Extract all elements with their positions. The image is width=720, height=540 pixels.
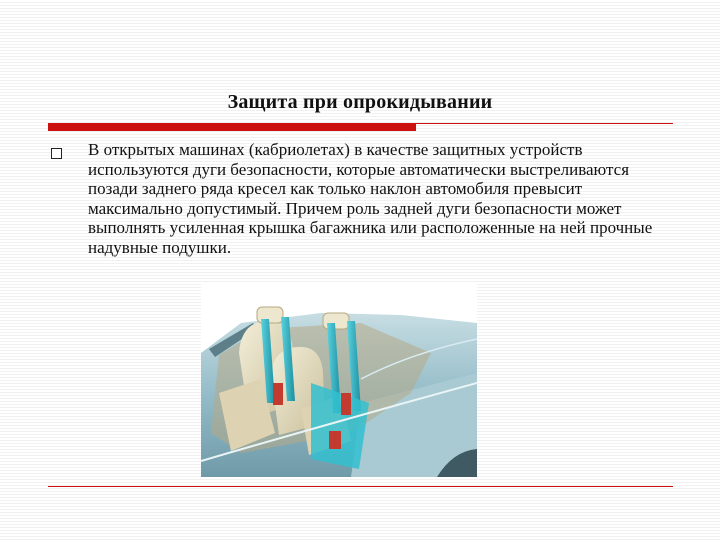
- bullet-square-icon: [51, 148, 62, 159]
- convertible-rollbar-image: [201, 283, 477, 477]
- title-underline-thick: [48, 124, 416, 131]
- bullet-text: В открытых машинах (кабриолетах) в качестве защитных устройств используются дуги безопасности, которые автоматически выстреливаются позади заднего ряда кресел как только наклон автомобиля превысит максимально допустимый. Причем роль задней дуги безопасности может выполнять усиленная крышка багажника или расположенные на ней прочные надувные подушки.: [88, 140, 653, 257]
- slide-title: Защита при опрокидывании: [227, 91, 493, 113]
- car-illustration: [201, 283, 477, 477]
- bottom-divider: [48, 486, 673, 487]
